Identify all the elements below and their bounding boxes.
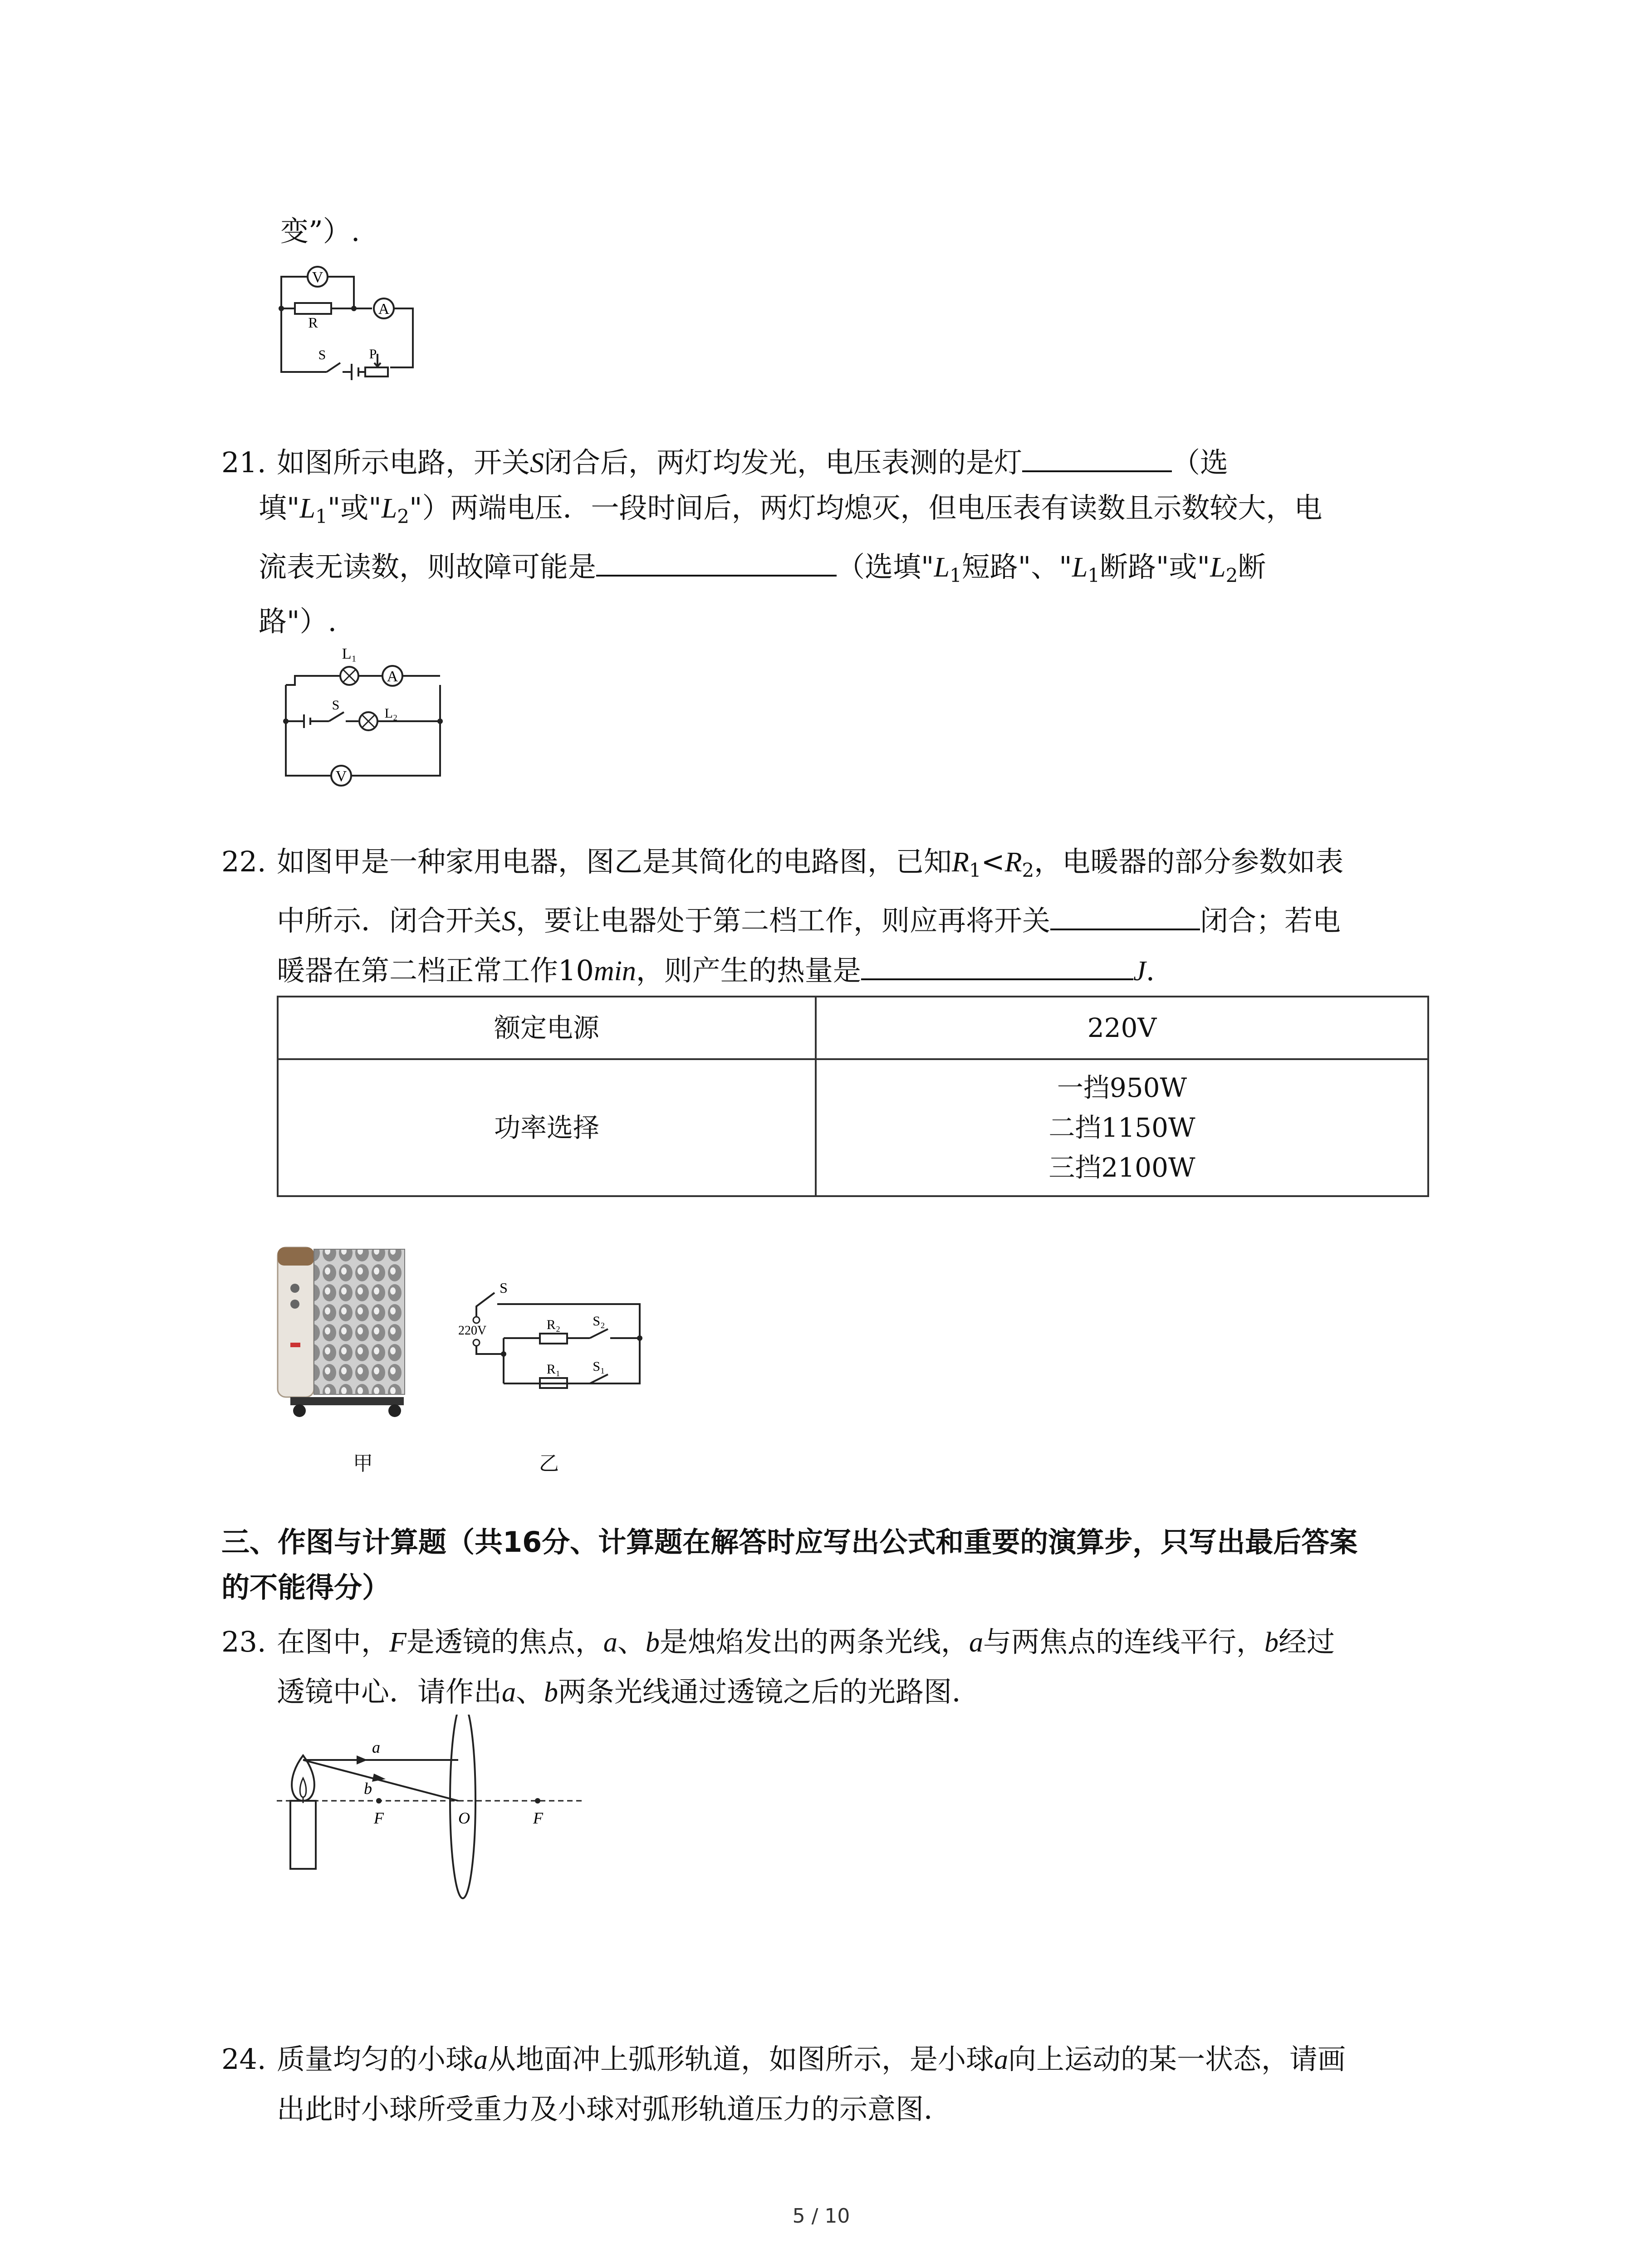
q22-voltage-label: 220V xyxy=(458,1324,487,1338)
q24-line2: 出此时小球所受重力及小球对弧形轨道压力的示意图． xyxy=(277,2092,952,2126)
q22-s1-label: S₁ xyxy=(593,1359,605,1374)
q21-line2: 填"$L_1$"或"$L_2$"）两端电压．一段时间后，两灯均熄灭，但电压表有读数且示数较大，电 xyxy=(259,491,1323,528)
q22-s2-label: S₂ xyxy=(593,1314,605,1329)
q22-line3: 暖器在第二档正常工作10min，则产生的热量是 J. xyxy=(277,948,1155,994)
q22-blank-2[interactable] xyxy=(861,948,1133,980)
q24-line1: 质量均匀的小球a从地面冲上弧形轨道，如图所示，是小球a向上运动的某一状态，请画 xyxy=(277,2043,1346,2076)
q22-number: 22. xyxy=(221,845,266,878)
q21-switch-label: S xyxy=(332,698,340,713)
q22-switch-s-label: S xyxy=(500,1280,508,1296)
q23-optics-diagram xyxy=(277,1715,585,1905)
q20-switch-label: S xyxy=(318,347,326,362)
rated-power-value: 220V xyxy=(816,997,1428,1059)
q22-r1-label: R₁ xyxy=(546,1362,561,1377)
rated-power-label: 额定电源 xyxy=(278,997,816,1059)
q21-line4: 路"）. xyxy=(259,605,337,638)
power-select-values xyxy=(816,1059,1428,1196)
q21-number: 21. xyxy=(221,446,266,479)
q20-slider-label: P xyxy=(369,347,377,362)
gear-3: 三挡2100W xyxy=(1048,1152,1195,1183)
table-row xyxy=(278,997,1428,1059)
table-row xyxy=(278,1059,1428,1196)
heater-caption: 甲 xyxy=(353,1452,373,1475)
q21-line1: 如图所示电路，开关S闭合后，两灯均发光，电压表测的是灯 （选 xyxy=(277,440,1228,486)
q23-center-label: O xyxy=(458,1809,470,1827)
heater-image xyxy=(272,1243,417,1442)
q23-ray-b-label: b xyxy=(364,1779,372,1798)
q22-circuit-diagram xyxy=(454,1275,649,1397)
page-number: 5 / 10 xyxy=(792,2204,850,2228)
q22-parameter-table xyxy=(277,996,1429,1197)
section-3-heading-line2: 的不能得分） xyxy=(221,1571,391,1604)
q23-focus-right-label: F xyxy=(533,1809,543,1827)
q20-tail-text: 变”）. xyxy=(280,215,360,248)
q20-circuit-diagram xyxy=(272,259,426,381)
q22-line2: 中所示．闭合开关S，要让电器处于第二档工作，则应再将开关 闭合；若电 xyxy=(277,898,1341,944)
q21-ammeter-label: A xyxy=(387,668,398,685)
q20-ammeter-label: A xyxy=(378,301,390,318)
q21-l1-label: L₁ xyxy=(342,645,357,662)
gear-2: 二挡1150W xyxy=(1048,1112,1195,1143)
q22-blank-1[interactable] xyxy=(1050,899,1200,930)
q22-r2-label: R₂ xyxy=(546,1317,561,1332)
q20-voltmeter-label: V xyxy=(312,269,323,286)
q21-l2-label: L₂ xyxy=(384,706,398,721)
q23-number: 23. xyxy=(221,1625,266,1658)
q20-resistor-label: R xyxy=(308,314,318,331)
q23-line2: 透镜中心．请作出a、b两条光线通过透镜之后的光路图． xyxy=(277,1675,980,1708)
power-select-label: 功率选择 xyxy=(278,1059,816,1196)
q23-focus-left-label: F xyxy=(374,1809,384,1827)
q22-line1: 如图甲是一种家用电器，图乙是其简化的电路图，已知$R_1<R_2$，电暖器的部分参数如表 xyxy=(277,845,1344,881)
q21-circuit-diagram xyxy=(277,644,449,789)
q23-ray-a-label: a xyxy=(372,1738,380,1756)
q21-blank-2[interactable] xyxy=(596,545,837,577)
q23-line1: 在图中，F是透镜的焦点，a、b是烛焰发出的两条光线，a与两焦点的连线平行，b经过 xyxy=(277,1625,1335,1658)
section-3-heading-line1: 三、作图与计算题（共16分、计算题在解答时应写出公式和重要的演算步，只写出最后答案 xyxy=(221,1525,1358,1559)
circuit-caption: 乙 xyxy=(539,1452,559,1475)
q21-line3: 流表无读数，则故障可能是 （选填"$L_1$短路"、"$L_1$断路"或"$L_2$断 xyxy=(259,544,1266,598)
gear-1: 一挡950W xyxy=(1057,1072,1187,1103)
q24-number: 24. xyxy=(221,2043,266,2076)
q21-blank-1[interactable] xyxy=(1022,440,1172,472)
q21-voltmeter-label: V xyxy=(335,768,347,785)
